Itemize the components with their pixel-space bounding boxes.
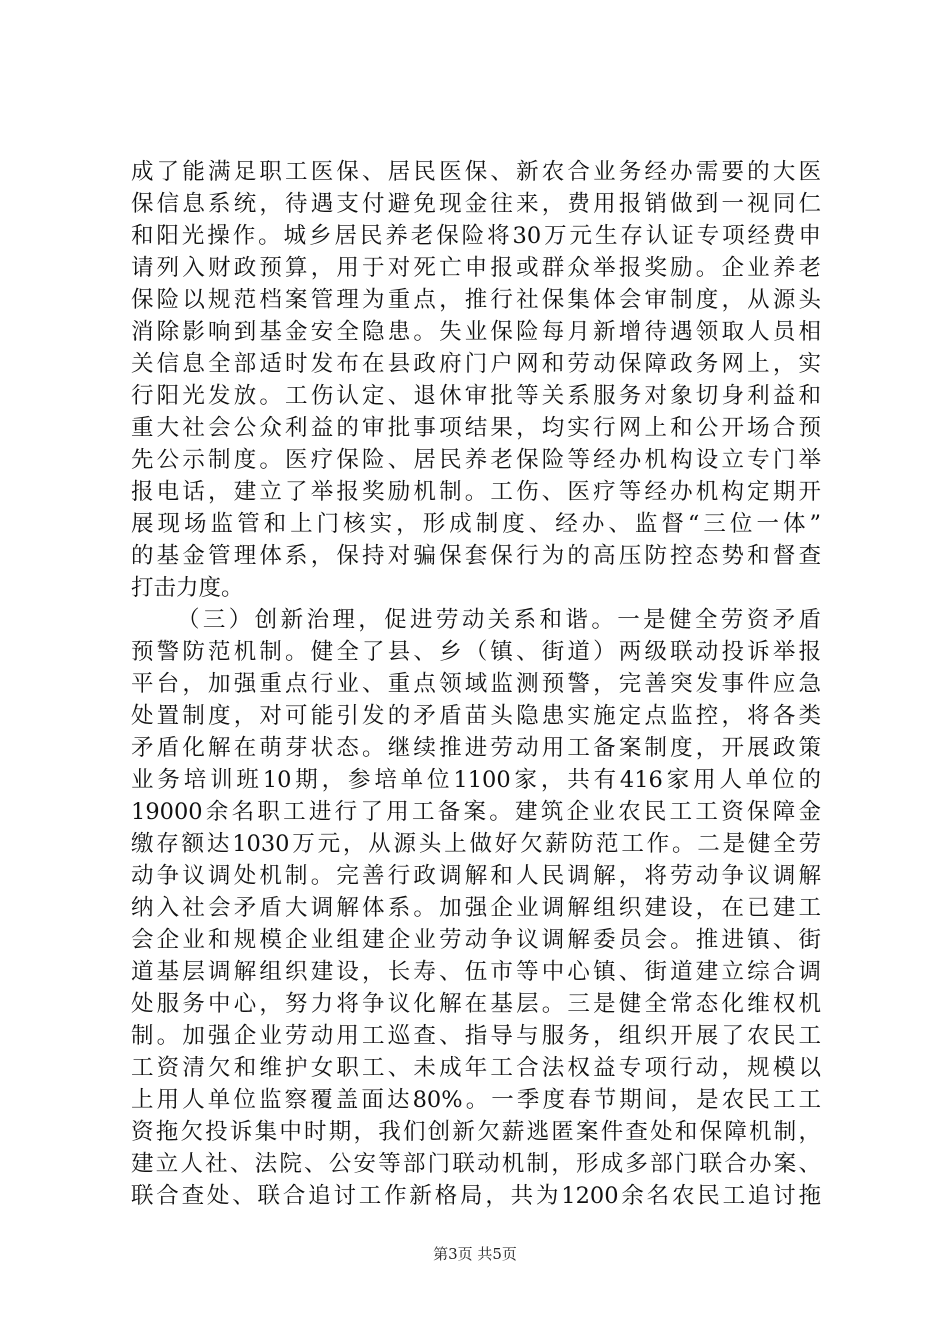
text-line: 会企业和规模企业组建企业劳动争议调解委员会。推进镇、街 [131,927,821,953]
text-line: 保信息系统，待遇支付避免现金往来，费用报销做到一视同仁 [131,191,821,217]
text-line: 展现场监管和上门核实，形成制度、经办、监督“三位一体” [131,511,821,537]
text-line: 处服务中心，努力将争议化解在基层。三是健全常态化维权机 [131,991,821,1017]
text-line: 平台，加强重点行业、重点领域监测预警，完善突发事件应急 [131,671,821,697]
text-line: 缴存额达1030万元，从源头上做好欠薪防范工作。二是健全劳 [131,831,821,857]
text-line: 道基层调解组织建设，长寿、伍市等中心镇、街道建立综合调 [131,959,821,985]
text-line: 和阳光操作。城乡居民养老保险将30万元生存认证专项经费申 [131,223,821,249]
text-line: 19000余名职工进行了用工备案。建筑企业农民工工资保障金 [131,799,821,825]
text-line: 报电话，建立了举报奖励机制。工伤、医疗等经办机构定期开 [131,479,821,505]
text-line: 先公示制度。医疗保险、居民养老保险等经办机构设立专门举 [131,447,821,473]
text-line: 关信息全部适时发布在县政府门户网和劳动保障政务网上，实 [131,351,821,377]
text-line: 保险以规范档案管理为重点，推行社保集体会审制度，从源头 [131,287,821,313]
text-line: 业务培训班10期，参培单位1100家，共有416家用人单位的 [131,767,821,793]
text-line: 上用人单位监察覆盖面达80%。一季度春节期间，是农民工工 [131,1087,821,1113]
text-line: 行阳光发放。工伤认定、退休审批等关系服务对象切身利益和 [131,383,821,409]
text-line: 预警防范机制。健全了县、乡（镇、街道）两级联动投诉举报 [131,639,821,665]
text-line: 的基金管理体系，保持对骗保套保行为的高压防控态势和督查 [131,543,821,569]
text-line: 动争议调处机制。完善行政调解和人民调解，将劳动争议调解 [131,863,821,889]
text-line: 打击力度。 [131,575,244,601]
text-line: 请列入财政预算，用于对死亡申报或群众举报奖励。企业养老 [131,255,821,281]
section-heading-line: （三）创新治理，促进劳动关系和谐。一是健全劳资矛盾 [177,607,821,633]
page-number-footer: 第3页 共5页 [433,1245,517,1263]
text-line: 处置制度，对可能引发的矛盾苗头隐患实施定点监控，将各类 [131,703,821,729]
paragraph-1 [131,156,821,604]
text-line: 建立人社、法院、公安等部门联动机制，形成多部门联合办案、 [131,1151,821,1177]
document-body [131,156,821,1212]
paragraph-2 [131,604,821,1212]
text-line: 联合查处、联合追讨工作新格局，共为1200余名农民工追讨拖 [131,1183,821,1209]
text-line: 成了能满足职工医保、居民医保、新农合业务经办需要的大医 [131,159,821,185]
text-line: 消除影响到基金安全隐患。失业保险每月新增待遇领取人员相 [131,319,821,345]
text-line: 纳入社会矛盾大调解体系。加强企业调解组织建设，在已建工 [131,895,821,921]
text-line: 资拖欠投诉集中时期，我们创新欠薪逃匿案件查处和保障机制， [131,1119,821,1145]
text-line: 工资清欠和维护女职工、未成年工合法权益专项行动，规模以 [131,1055,821,1081]
text-line: 制。加强企业劳动用工巡查、指导与服务，组织开展了农民工 [131,1023,821,1049]
text-line: 重大社会公众利益的审批事项结果，均实行网上和公开场合预 [131,415,821,441]
text-line: 矛盾化解在萌芽状态。继续推进劳动用工备案制度，开展政策 [131,735,821,761]
